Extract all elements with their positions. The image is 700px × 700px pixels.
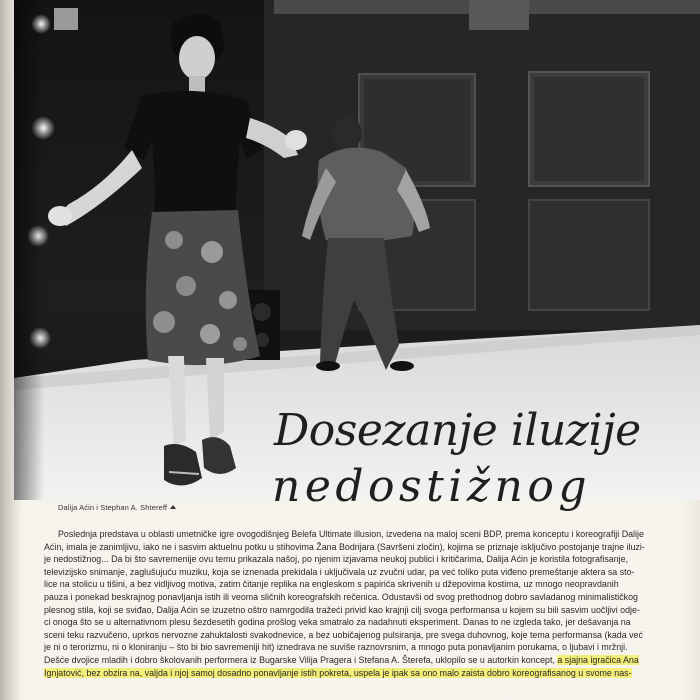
article-line: je nedostižnog... Da bi što savremenije ovu temu prikazala našoj, po njenim izjavama neukoj publici i kritičarima, Dalija Aćin je koristila fotografisanje, [44, 554, 629, 565]
article-line: sceni teku razvučeno, uprkos nervozne zahuktalosti svakodnevice, a bez uobičajenog pulsiranja, pre svega duhovnog, koje tema performansa (kada već [44, 629, 643, 640]
highlighted-text: Ignjatović, bez obzira na, valjda i njoj samoj dosadno ponavljanje istih pokreta, uspela je ipak sa ono malo zaista dobro koreografisanog u svome nas- [44, 667, 632, 678]
article-line: televizijsko snimanje, zaglušujuću muziku, koja se iznenada prekidala i uključivala uz zvučni udar, pa već toliko puta viđeno premeštanje aktera sa sto- [44, 566, 635, 577]
article-line: ci onoga što se u alternativnom plesu šezdesetih godina prošlog veka smatralo za nadahnuti eksperiment. Danas to ne izgleda tako, jer dešavanja na [44, 617, 631, 628]
article-line-highlighted [44, 667, 686, 680]
article-line: Aćin, imala je zanimljivu, iako ne i sasvim aktuelnu potku u stihovima Žana Bodrijara (Savršeni zločin), kojima se priznaje isključivo postojanje trajne iluzi- [44, 541, 645, 552]
article-line-plain-part: Dešće dvojice mladih i dobro školovanih performera iz Bugarske Vilija Pragera i Stefana A. Šterefa, uklopilo se u autorkin koncept, [44, 654, 555, 665]
article-line: plesnog stila, koji se sviđao, Dalija Aćin se izuzetno oštro namrgodila tražeći privid kao krajnji cilj svoga performansa u kojem su bili sasvim uočljivi odje- [44, 604, 640, 615]
article-line: pauza i ponekad beskrajnog ponavljanja istih ili veoma sličnih koreografskih rečenica. Odustavši od svog prethodnog dobro savladanog minimalističkog [44, 591, 638, 602]
highlighted-text: a sjajna igračica Ana [557, 654, 639, 665]
photo-caption [58, 503, 176, 512]
article-line: je ni o terorizmu, ni o kloniranju – što bi bio savremeniji hit) iznedrava ne suviše raznovrsnim, a mnogo puta ponavljanim porukama, o ljubavi i mržnji. [44, 642, 628, 653]
article-title-line2: nedostižnog [272, 461, 592, 512]
article-body [44, 528, 686, 679]
article-title-line1: Dosezanje iluzije [274, 405, 641, 456]
caption-triangle-icon [170, 505, 176, 509]
article-line: Poslednja predstava u oblasti umetničke igre ovogodišnjeg Belefa Ultimate illusion, izvedena na maloj sceni BDP, prema konceptu i koreografiji Dalije [58, 529, 644, 539]
article-line-with-highlight [44, 654, 686, 667]
photo-caption-text: Dalija Aćin i Stephan A. Shtereff [58, 503, 168, 512]
article-line: lice na stolicu u tišini, a bez vidljivog motiva, zatim čitanje replika na engleskom s papirića skrivenih u džepovima kostima, uz mnogo neopravdanih [44, 579, 619, 590]
